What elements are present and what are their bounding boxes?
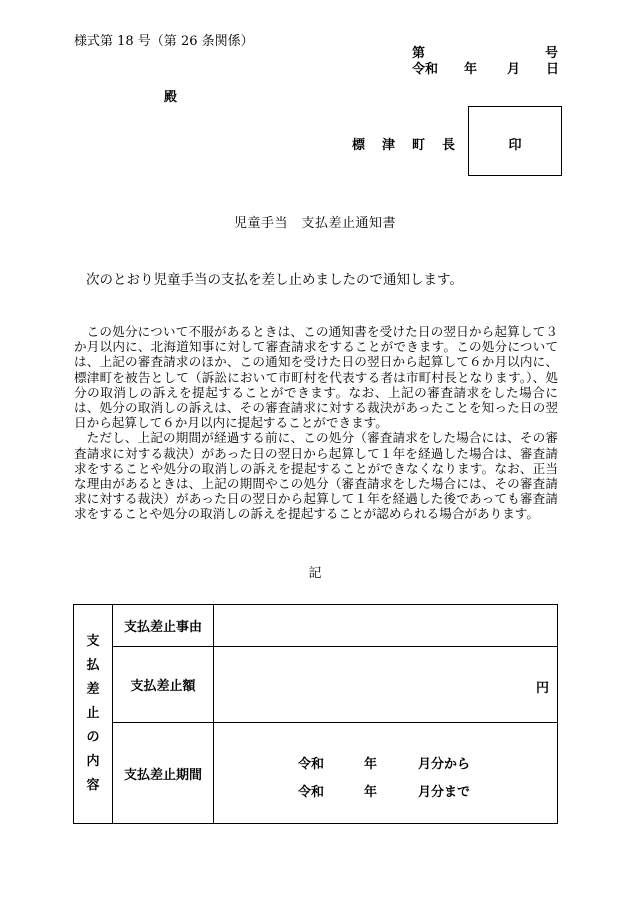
document-title: 児童手当 支払差止通知書 <box>233 216 396 231</box>
ki-heading: 記 <box>308 566 322 581</box>
date-month-unit: 月 <box>507 62 521 77</box>
number-prefix: 第 <box>412 46 426 61</box>
period-block <box>214 723 557 823</box>
side-char: 払 <box>86 658 100 673</box>
appeal-paragraph-1: この処分について不服があるときは、この通知書を受けた日の翌日から起算して３か月以内に、北海道知事に対して審査請求をすることができます。この処分については、上記の審査請求のほか、この通知を受けた日の翌日から起算して６か月以内に、標津町を被告として（訴訟において市町村を代表する者は市町村長となります。）、処分の取消しの訴えを提起することができます。なお、上記の審査請求をした場合には、処分の取消しの訴えは、その審査請求に対する裁決があったことを知った日の翌日から起算して６か月以内に提起することができます。 <box>74 324 559 431</box>
period-to-month: 月分まで <box>418 785 471 800</box>
period-from-era: 令和 <box>298 757 325 772</box>
date-era: 令和 <box>412 62 439 77</box>
appeal-notice <box>74 324 558 522</box>
suspension-detail-table <box>73 604 558 824</box>
reason-value-field[interactable] <box>214 605 558 647</box>
side-char: 内 <box>86 754 100 769</box>
period-to-era: 令和 <box>298 785 325 800</box>
period-to-year: 年 <box>364 785 378 800</box>
side-label-cell <box>74 605 113 824</box>
appeal-paragraph-2: ただし、上記の期間が経過する前に、この処分（審査請求をした場合には、その審査請求に対する裁決）があった日の翌日から起算して１年を経過した場合は、審査請求をすることや処分の取消しの訴えを提起することができなくなります。なお、正当な理由があるときは、上記の期間やこの処分（審査請求をした場合には、その審査請求に対する裁決）があった日の翌日から起算して１年を経過した後であっても審査請求をすることや処分の取消しの訴えを提起することが認められる場合があります。 <box>74 430 558 522</box>
issuer-name: 標津町長 <box>352 138 473 153</box>
amount-label: 支払差止額 <box>113 647 214 723</box>
amount-value-field[interactable] <box>214 647 558 723</box>
intro-text: 次のとおり児童手当の支払を差し止めましたので通知します。 <box>86 272 463 288</box>
side-char: 支 <box>86 634 100 649</box>
side-char: の <box>86 730 100 745</box>
form-number: 様式第 18 号（第 26 条関係） <box>74 34 254 49</box>
amount-unit: 円 <box>535 681 549 696</box>
period-value-field[interactable] <box>214 723 558 824</box>
seal-label: 印 <box>508 138 522 153</box>
date-year-unit: 年 <box>464 62 478 77</box>
side-char: 容 <box>86 778 100 793</box>
side-char: 差 <box>86 682 100 697</box>
seal-box <box>468 106 562 176</box>
period-from-month: 月分から <box>418 757 471 772</box>
date-day-unit: 日 <box>546 62 560 77</box>
reason-label: 支払差止事由 <box>113 605 214 647</box>
period-label: 支払差止期間 <box>113 723 214 824</box>
number-suffix: 号 <box>544 46 558 61</box>
period-from-year: 年 <box>364 757 378 772</box>
addressee-suffix: 殿 <box>164 90 178 105</box>
side-char: 止 <box>86 706 100 721</box>
